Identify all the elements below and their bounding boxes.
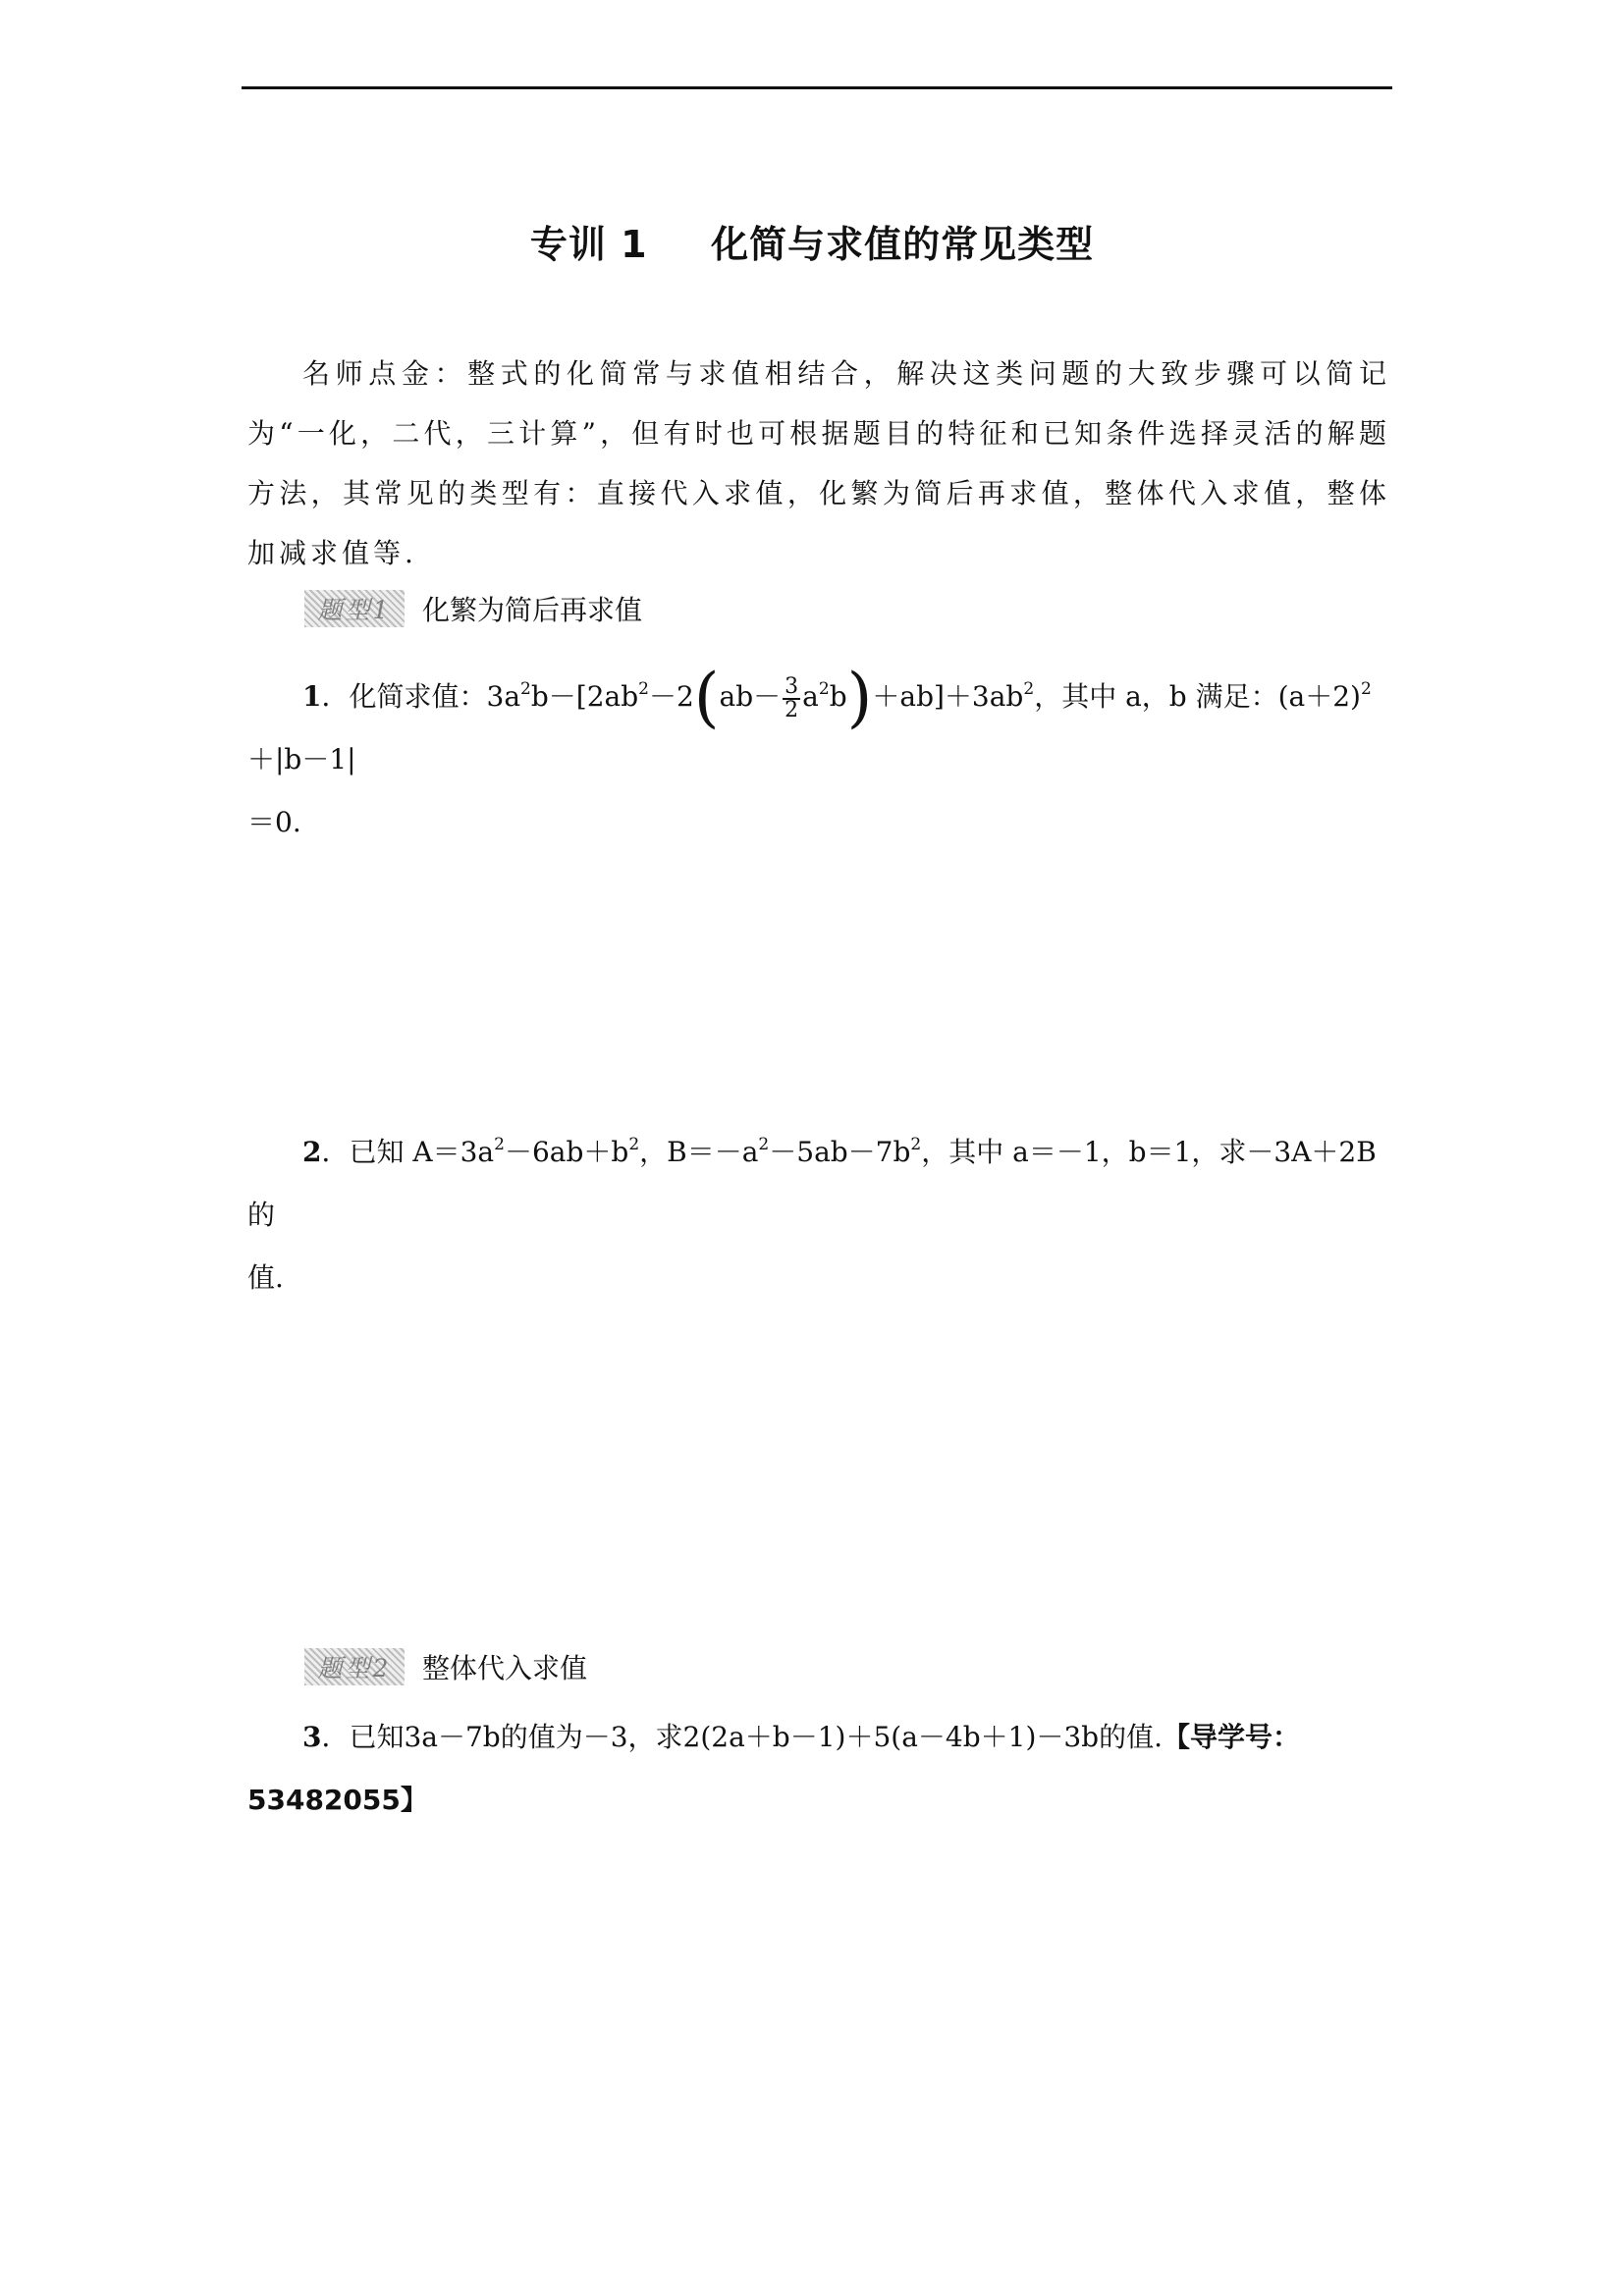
section-2-title: 整体代入求值: [422, 1652, 588, 1684]
problem-2-text-e: ，其中 a＝－1，b＝1，求－3A＋2B 的: [247, 1136, 1377, 1231]
problem-1-expr-a: 3a: [486, 680, 521, 713]
title-main: 化简与求值的常见类型: [711, 223, 1095, 266]
problem-1-sup-1: 2: [520, 679, 531, 699]
problem-1-line-2: ＝0.: [247, 806, 301, 838]
problem-2-sup-3: 2: [758, 1135, 770, 1154]
problem-1-paren-close: ): [846, 660, 873, 735]
problem-1-sup-4: 2: [1023, 679, 1035, 699]
problem-1-expr-g: ＋ab]＋3ab: [872, 680, 1024, 713]
problem-2-text-d: －5ab－7b: [769, 1136, 911, 1168]
problem-2-sup-1: 2: [494, 1135, 505, 1154]
section-1-header: [304, 587, 642, 630]
section-2-header: [304, 1645, 587, 1688]
problem-1-tail-2: ＋|b－1|: [247, 743, 356, 775]
fraction-denominator: 2: [785, 697, 799, 722]
problem-1-expr-c: －2: [648, 680, 694, 713]
problem-2-number: 2: [302, 1136, 322, 1168]
section-1-badge: 题型1: [304, 590, 405, 627]
title-prefix: 专训: [529, 223, 607, 266]
fraction-numerator: 3: [785, 673, 799, 699]
problem-3-guide-number: 【导学号：53482055】: [247, 1721, 1301, 1816]
problem-2-text-b: －6ab＋b: [504, 1136, 629, 1168]
page-title: [0, 214, 1624, 268]
problem-1-expr-e: a: [802, 680, 819, 713]
title-number: 1: [621, 223, 648, 266]
intro-paragraph: 名师点金：整式的化简常与求值相结合，解决这类问题的大致步骤可以简记为“一化，二代，三计算”，但有时也可根据题目的特征和已知条件选择灵活的解题方法，其常见的类型有：直接代入求值，化繁为简后再求值，整体代入求值，整体加减求值等.: [247, 357, 1390, 569]
problem-1: [247, 660, 1390, 854]
problem-1-expr-d: ab－: [719, 680, 782, 713]
problem-2-text-a: ．已知 A＝3a: [321, 1136, 495, 1168]
problem-1-paren-open: (: [693, 660, 720, 735]
problem-2-text-c: ，B＝－a: [639, 1136, 759, 1168]
problem-1-expr-f: b: [829, 680, 847, 713]
problem-2-line-2: 值.: [247, 1261, 284, 1294]
problem-3-text: ．已知3a－7b的值为－3，求2(2a＋b－1)＋5(a－4b＋1)－3b的值.: [321, 1721, 1164, 1753]
section-1-title: 化繁为简后再求值: [422, 594, 643, 626]
problem-1-sup-2: 2: [638, 679, 649, 699]
problem-1-expr-b: b－[2ab: [530, 680, 639, 713]
problem-2-sup-4: 2: [910, 1135, 922, 1154]
problem-1-sup-3: 2: [818, 679, 830, 699]
problem-1-label: ．化简求值：: [321, 680, 487, 713]
problem-2: [247, 1121, 1390, 1309]
problem-1-sup-5: 2: [1360, 679, 1372, 699]
problem-2-sup-2: 2: [628, 1135, 640, 1154]
header-rule: [242, 86, 1392, 89]
problem-3: [247, 1706, 1390, 1832]
problem-1-fraction: [783, 673, 800, 722]
problem-3-number: 3: [302, 1721, 322, 1753]
problem-1-tail-1: ，其中 a，b 满足：(a＋2): [1034, 680, 1361, 713]
problem-1-number: 1: [302, 680, 322, 713]
section-2-badge: 题型2: [304, 1648, 405, 1685]
